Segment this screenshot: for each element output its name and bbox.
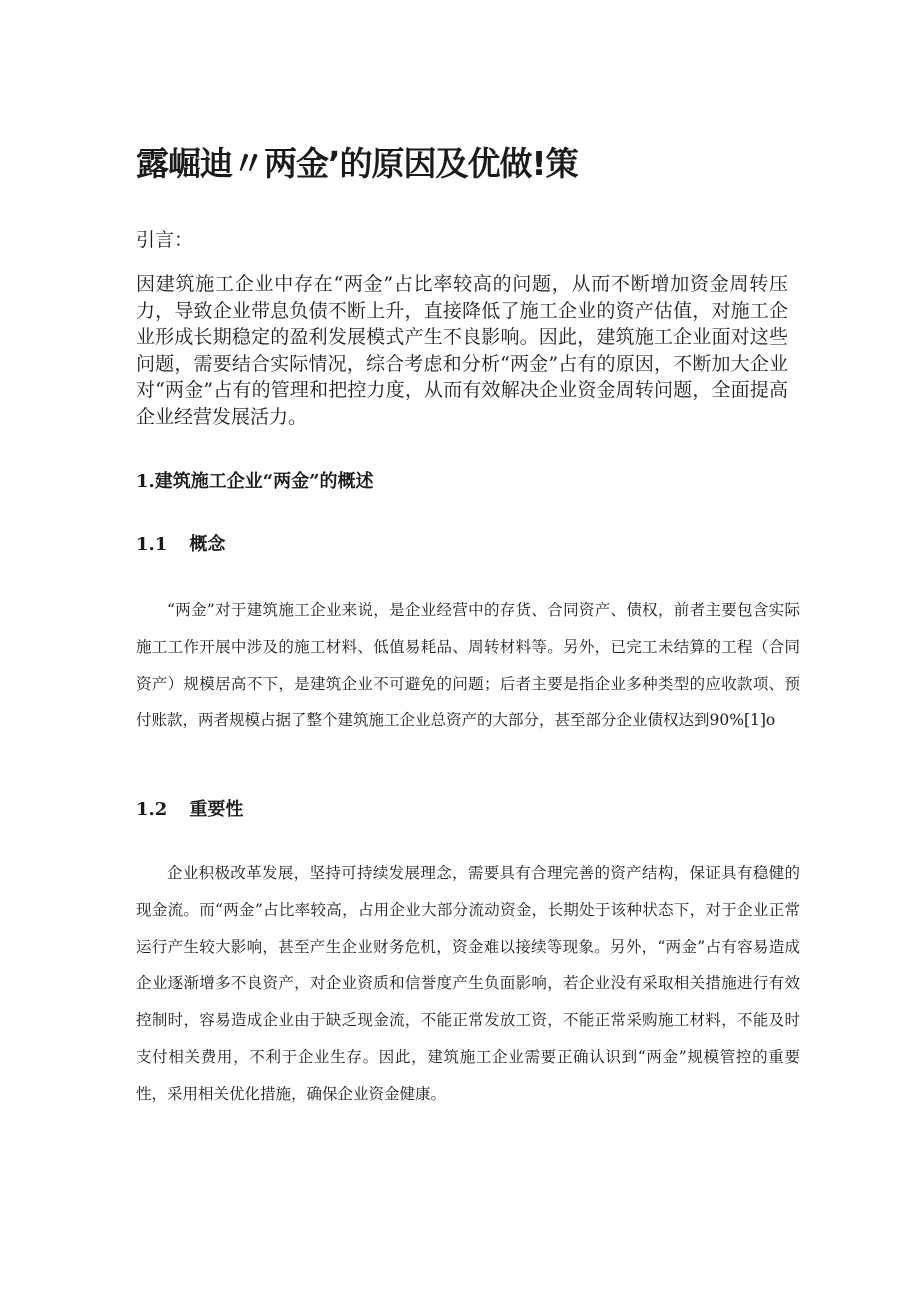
section-1-heading: 1.建筑施工企业“两金”的概述 bbox=[136, 471, 374, 492]
section-1-1-paragraph: “两金”对于建筑施工企业来说，是企业经营中的存货、合同资产、债权，前者主要包含实际施工工作开展中涉及的施工材料、低值易耗品、周转材料等。另外，已完工未结算的工程（合同资产）规模居高不下，是建筑企业不可避免的问题；后者主要是指企业多种类型的应收款项、预付账款，两者规模占据了整个建筑施工企业总资产的大部分，甚至部分企业债权达到90%[1]o bbox=[136, 601, 800, 730]
intro-paragraph: 因建筑施工企业中存在“两金”占比率较高的问题，从而不断增加资金周转压力，导致企业带息负债不断上升，直接降低了施工企业的资产估值，对施工企业形成长期稳定的盈利发展模式产生不良影响。因此，建筑施工企业面对这些问题，需要结合实际情况，综合考虑和分析“两金”占有的原因，不断加大企业对“两金”占有的管理和把控力度，从而有效解决企业资金周转问题，全面提高企业经营发展活力。 bbox=[136, 273, 788, 428]
document-title: 露崛迪〃两金’的原因及优做!策 bbox=[136, 144, 578, 183]
section-1-1-heading bbox=[136, 531, 225, 559]
section-1-1-title: 概念 bbox=[189, 534, 226, 555]
intro-label: 引言： bbox=[136, 229, 194, 251]
section-1-2-title: 重要性 bbox=[189, 799, 244, 820]
section-1-1-number: 1.1 bbox=[136, 534, 168, 555]
section-1-2-paragraph: 企业积极改革发展，坚持可持续发展理念，需要具有合理完善的资产结构，保证具有稳健的现金流。而“两金”占比率较高，占用企业大部分流动资金，长期处于该种状态下，对于企业正常运行产生较大影响，甚至产生企业财务危机，资金难以接续等现象。另外，“两金”占有容易造成企业逐渐增多不良资产，对企业资质和信誉度产生负面影响，若企业没有采取相关措施进行有效控制时，容易造成企业由于缺乏现金流，不能正常发放工资，不能正常采购施工材料，不能及时支付相关费用，不利于企业生存。因此，建筑施工企业需要正确认识到“两金”规模管控的重要性，采用相关优化措施，确保企业资金健康。 bbox=[136, 864, 800, 1103]
section-1-2-heading bbox=[136, 796, 243, 824]
section-1-2-number: 1.2 bbox=[136, 799, 168, 820]
